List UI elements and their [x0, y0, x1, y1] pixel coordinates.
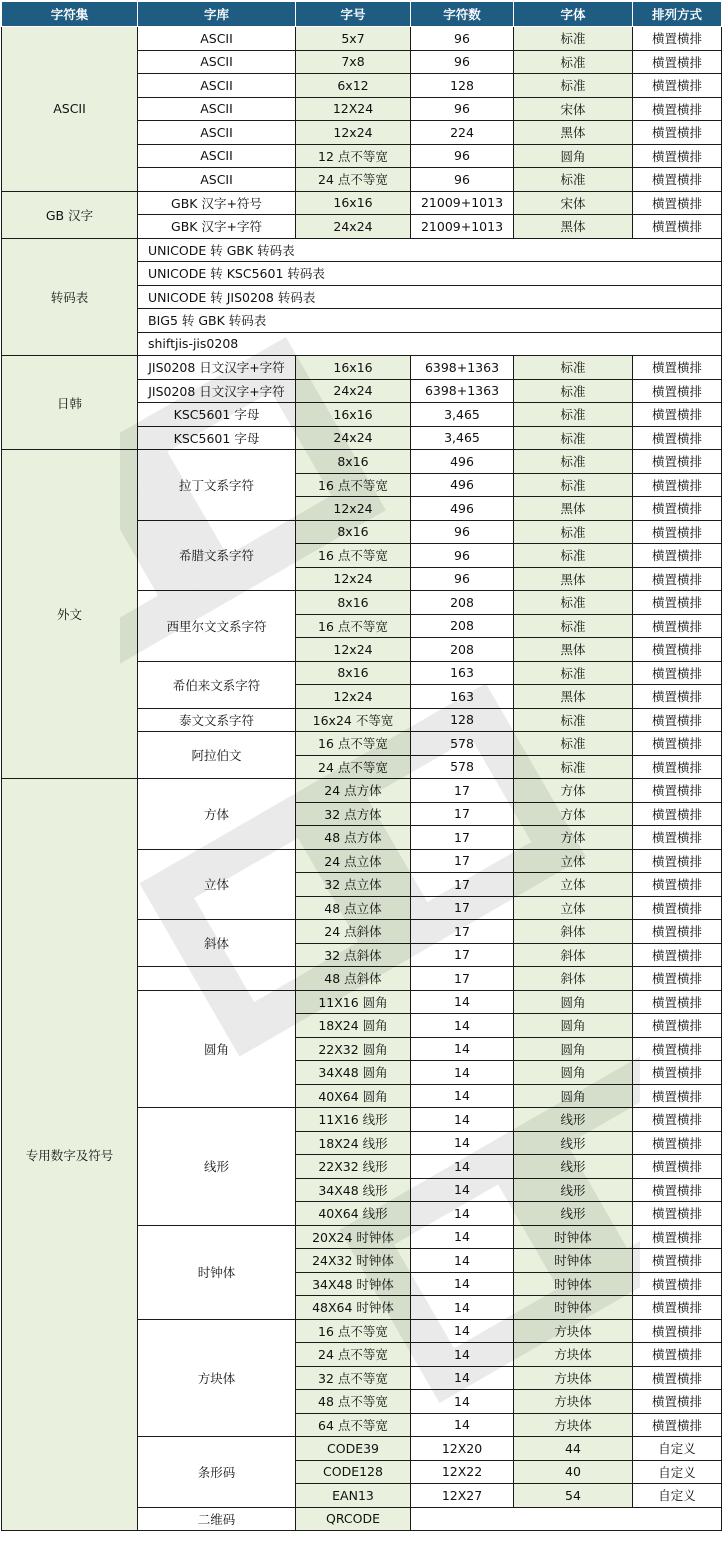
table-cell: 32 点斜体 — [296, 943, 411, 967]
table-cell: 方体 — [514, 779, 633, 803]
table-cell: 17 — [411, 849, 514, 873]
table-cell: 32 点立体 — [296, 873, 411, 897]
table-cell: 24 点不等宽 — [296, 168, 411, 192]
table-cell: 横置横排 — [633, 356, 722, 380]
table-cell: 34X48 线形 — [296, 1178, 411, 1202]
table-cell: 8x16 — [296, 591, 411, 615]
table-cell: JIS0208 日文汉字+字符 — [138, 356, 296, 380]
table-cell: 48 点斜体 — [296, 967, 411, 991]
table-cell: 208 — [411, 591, 514, 615]
table-cell: 自定义 — [633, 1460, 722, 1484]
table-cell: 横置横排 — [633, 779, 722, 803]
table-cell: 16x24 不等宽 — [296, 708, 411, 732]
table-cell: 线形 — [514, 1178, 633, 1202]
table-cell: 18X24 线形 — [296, 1131, 411, 1155]
table-cell: 方块体 — [514, 1390, 633, 1414]
table-cell: 横置横排 — [633, 27, 722, 51]
table-cell: 24 点斜体 — [296, 920, 411, 944]
table-cell: 泰文文系字符 — [138, 708, 296, 732]
table-cell: 横置横排 — [633, 567, 722, 591]
table-cell: 横置横排 — [633, 802, 722, 826]
table-cell: 自定义 — [633, 1437, 722, 1461]
table-cell: 时钟体 — [138, 1225, 296, 1319]
table-cell: 斜体 — [514, 943, 633, 967]
table-cell: 64 点不等宽 — [296, 1413, 411, 1437]
table-cell: CODE39 — [296, 1437, 411, 1461]
table-cell: 14 — [411, 1413, 514, 1437]
table-cell: 圆角 — [514, 1061, 633, 1085]
table-cell: ASCII — [2, 27, 138, 192]
table-cell: 12X27 — [411, 1484, 514, 1508]
table-cell: 96 — [411, 27, 514, 51]
table-cell: 横置横排 — [633, 426, 722, 450]
table-cell: 方块体 — [514, 1343, 633, 1367]
table-cell: 12x24 — [296, 121, 411, 145]
table-cell: 横置横排 — [633, 379, 722, 403]
table-cell: 横置横排 — [633, 1014, 722, 1038]
table-cell: 16x16 — [296, 191, 411, 215]
table-cell: 横置横排 — [633, 50, 722, 74]
table-cell: 14 — [411, 1272, 514, 1296]
table-cell: 黑体 — [514, 215, 633, 239]
table-cell: 线形 — [514, 1131, 633, 1155]
table-cell: 48 点不等宽 — [296, 1390, 411, 1414]
table-cell: UNICODE 转 GBK 转码表 — [138, 238, 722, 262]
table-cell: 17 — [411, 873, 514, 897]
font-library-table — [1, 1, 722, 1531]
table-cell: 时钟体 — [514, 1225, 633, 1249]
table-cell: 条形码 — [138, 1437, 296, 1508]
table-cell: 拉丁文系字符 — [138, 450, 296, 521]
table-cell: 标准 — [514, 356, 633, 380]
header-char-count: 字符数 — [411, 2, 514, 27]
table-cell: 二维码 — [138, 1507, 296, 1531]
table-cell: ASCII — [138, 27, 296, 51]
table-cell: 40X64 圆角 — [296, 1084, 411, 1108]
table-cell: 圆角 — [514, 1014, 633, 1038]
table-cell: 横置横排 — [633, 473, 722, 497]
table-cell: 24 点立体 — [296, 849, 411, 873]
table-cell: 40X64 线形 — [296, 1202, 411, 1226]
table-cell: 横置横排 — [633, 943, 722, 967]
table-cell: 54 — [514, 1484, 633, 1508]
table-cell: 17 — [411, 920, 514, 944]
table-cell: 17 — [411, 802, 514, 826]
table-cell: 21009+1013 — [411, 215, 514, 239]
table-cell: 96 — [411, 544, 514, 568]
table-cell: 8x16 — [296, 520, 411, 544]
table-cell: 横置横排 — [633, 403, 722, 427]
table-cell: 横置横排 — [633, 591, 722, 615]
header-font-size: 字号 — [296, 2, 411, 27]
table-cell: 标准 — [514, 403, 633, 427]
table-cell: 立体 — [514, 896, 633, 920]
table-cell: 96 — [411, 168, 514, 192]
table-cell: 14 — [411, 1108, 514, 1132]
table-cell: 208 — [411, 614, 514, 638]
table-cell: 24X32 时钟体 — [296, 1249, 411, 1273]
table-cell: 16 点不等宽 — [296, 473, 411, 497]
table-cell: 8x16 — [296, 661, 411, 685]
table-cell: 线形 — [138, 1108, 296, 1226]
table-cell: 48X64 时钟体 — [296, 1296, 411, 1320]
table-cell: ASCII — [138, 121, 296, 145]
table-cell: 横置横排 — [633, 520, 722, 544]
table-cell: 17 — [411, 826, 514, 850]
table-cell: 横置横排 — [633, 732, 722, 756]
table-cell: 34X48 时钟体 — [296, 1272, 411, 1296]
table-cell: 时钟体 — [514, 1249, 633, 1273]
table-cell: 横置横排 — [633, 497, 722, 521]
table-cell: 224 — [411, 121, 514, 145]
table-row — [2, 191, 722, 215]
table-cell: 黑体 — [514, 121, 633, 145]
table-cell: 128 — [411, 708, 514, 732]
table-cell: 线形 — [514, 1202, 633, 1226]
table-cell: 578 — [411, 732, 514, 756]
table-cell: 横置横排 — [633, 661, 722, 685]
table-cell: 32 点方体 — [296, 802, 411, 826]
table-cell: 标准 — [514, 450, 633, 474]
table-cell: 14 — [411, 1319, 514, 1343]
table-cell: 20X24 时钟体 — [296, 1225, 411, 1249]
table-cell: 横置横排 — [633, 74, 722, 98]
table-cell: 16 点不等宽 — [296, 614, 411, 638]
table-cell: 24x24 — [296, 215, 411, 239]
table-cell: 128 — [411, 74, 514, 98]
table-cell: 立体 — [514, 873, 633, 897]
table-cell: ASCII — [138, 74, 296, 98]
table-cell: 横置横排 — [633, 1037, 722, 1061]
table-cell — [138, 967, 296, 991]
table-cell: 方块体 — [514, 1319, 633, 1343]
table-cell: 标准 — [514, 379, 633, 403]
table-cell: 14 — [411, 1061, 514, 1085]
table-cell: 96 — [411, 97, 514, 121]
table-cell: 斜体 — [514, 920, 633, 944]
table-cell: 圆角 — [514, 1037, 633, 1061]
table-cell: 标准 — [514, 732, 633, 756]
table-cell: 12X20 — [411, 1437, 514, 1461]
table-body — [2, 27, 722, 1531]
table-cell: 44 — [514, 1437, 633, 1461]
table-cell: BIG5 转 GBK 转码表 — [138, 309, 722, 333]
table-cell: 24x24 — [296, 426, 411, 450]
table-cell: 横置横排 — [633, 1225, 722, 1249]
table-cell: 3,465 — [411, 403, 514, 427]
table-cell: 方体 — [138, 779, 296, 850]
table-cell: 横置横排 — [633, 168, 722, 192]
table-cell: 横置横排 — [633, 1343, 722, 1367]
table-cell: 横置横排 — [633, 685, 722, 709]
table-cell: 横置横排 — [633, 1155, 722, 1179]
table-cell: 14 — [411, 1037, 514, 1061]
table-cell: 14 — [411, 1225, 514, 1249]
table-cell: 标准 — [514, 661, 633, 685]
table-cell: 496 — [411, 473, 514, 497]
table-cell: 6398+1363 — [411, 379, 514, 403]
table-cell: 48 点方体 — [296, 826, 411, 850]
table-cell: 3,465 — [411, 426, 514, 450]
table-header-row — [2, 2, 722, 27]
table-cell: 14 — [411, 1296, 514, 1320]
table-cell: UNICODE 转 JIS0208 转码表 — [138, 285, 722, 309]
table-cell: 16 点不等宽 — [296, 1319, 411, 1343]
table-cell: 立体 — [514, 849, 633, 873]
table-cell: 40 — [514, 1460, 633, 1484]
table-cell: 圆角 — [514, 1084, 633, 1108]
table-cell: 208 — [411, 638, 514, 662]
table-cell: ASCII — [138, 97, 296, 121]
table-cell: 17 — [411, 896, 514, 920]
table-cell: EAN13 — [296, 1484, 411, 1508]
table-cell: 横置横排 — [633, 1178, 722, 1202]
table-cell: 17 — [411, 943, 514, 967]
table-cell: 11X16 线形 — [296, 1108, 411, 1132]
header-charset: 字符集 — [2, 2, 138, 27]
table-cell: 横置横排 — [633, 121, 722, 145]
table-cell: 14 — [411, 1202, 514, 1226]
table-cell: 方块体 — [514, 1413, 633, 1437]
table-cell: 希伯来文系字符 — [138, 661, 296, 708]
table-cell: 96 — [411, 567, 514, 591]
table-cell: 转码表 — [2, 238, 138, 356]
table-row — [2, 238, 722, 262]
table-cell: UNICODE 转 KSC5601 转码表 — [138, 262, 722, 286]
table-cell: 163 — [411, 661, 514, 685]
table-cell: 方块体 — [514, 1366, 633, 1390]
table-cell: 标准 — [514, 520, 633, 544]
header-font-library: 字库 — [138, 2, 296, 27]
table-cell: 横置横排 — [633, 144, 722, 168]
table-cell: 14 — [411, 1084, 514, 1108]
table-cell: 标准 — [514, 426, 633, 450]
table-cell: 标准 — [514, 614, 633, 638]
table-cell: 专用数字及符号 — [2, 779, 138, 1531]
table-cell: 22X32 圆角 — [296, 1037, 411, 1061]
table-cell: ASCII — [138, 50, 296, 74]
table-cell: 黑体 — [514, 567, 633, 591]
table-cell: 24 点不等宽 — [296, 755, 411, 779]
header-layout: 排列方式 — [633, 2, 722, 27]
table-cell: 12X22 — [411, 1460, 514, 1484]
table-cell: 方块体 — [138, 1319, 296, 1437]
table-cell: 自定义 — [633, 1484, 722, 1508]
table-cell: 48 点立体 — [296, 896, 411, 920]
table-cell: 横置横排 — [633, 1272, 722, 1296]
table-cell — [411, 1507, 722, 1531]
table-cell: 日韩 — [2, 356, 138, 450]
table-cell: 圆角 — [514, 990, 633, 1014]
table-cell: 横置横排 — [633, 1249, 722, 1273]
table-cell: 横置横排 — [633, 638, 722, 662]
table-cell: 12x24 — [296, 638, 411, 662]
table-cell: 线形 — [514, 1108, 633, 1132]
table-cell: 横置横排 — [633, 1366, 722, 1390]
table-cell: 14 — [411, 1131, 514, 1155]
table-cell: 横置横排 — [633, 990, 722, 1014]
table-cell: 横置横排 — [633, 544, 722, 568]
table-cell: 横置横排 — [633, 1131, 722, 1155]
table-cell: 14 — [411, 1366, 514, 1390]
table-cell: 14 — [411, 1178, 514, 1202]
table-cell: 方体 — [514, 826, 633, 850]
table-cell: 578 — [411, 755, 514, 779]
table-cell: 标准 — [514, 708, 633, 732]
table-cell: 标准 — [514, 755, 633, 779]
table-cell: 横置横排 — [633, 920, 722, 944]
table-cell: 黑体 — [514, 497, 633, 521]
header-typeface: 字体 — [514, 2, 633, 27]
table-cell: 22X32 线形 — [296, 1155, 411, 1179]
table-cell: GBK 汉字+字符 — [138, 215, 296, 239]
table-cell: 标准 — [514, 168, 633, 192]
table-cell: JIS0208 日文汉字+字符 — [138, 379, 296, 403]
table-cell: 黑体 — [514, 685, 633, 709]
table-cell: ASCII — [138, 144, 296, 168]
table-cell: 斜体 — [514, 967, 633, 991]
table-cell: 14 — [411, 1014, 514, 1038]
table-cell: 标准 — [514, 50, 633, 74]
table-cell: 横置横排 — [633, 1084, 722, 1108]
table-cell: 横置横排 — [633, 1390, 722, 1414]
table-cell: 横置横排 — [633, 1202, 722, 1226]
table-cell: 12X24 — [296, 97, 411, 121]
table-cell: 斜体 — [138, 920, 296, 967]
table-cell: 34X48 圆角 — [296, 1061, 411, 1085]
table-cell: 横置横排 — [633, 191, 722, 215]
table-cell: QRCODE — [296, 1507, 411, 1531]
table-cell: 6398+1363 — [411, 356, 514, 380]
table-cell: 14 — [411, 990, 514, 1014]
table-cell: 标准 — [514, 27, 633, 51]
table-cell: 立体 — [138, 849, 296, 920]
table-cell: 圆角 — [138, 990, 296, 1108]
table-cell: 96 — [411, 520, 514, 544]
table-cell: 163 — [411, 685, 514, 709]
table-cell: 12 点不等宽 — [296, 144, 411, 168]
table-cell: 21009+1013 — [411, 191, 514, 215]
table-cell: 标准 — [514, 591, 633, 615]
table-cell: 96 — [411, 50, 514, 74]
table-cell: 横置横排 — [633, 97, 722, 121]
table-cell: 希腊文系字符 — [138, 520, 296, 591]
table-cell: 时钟体 — [514, 1272, 633, 1296]
table-cell: 横置横排 — [633, 896, 722, 920]
table-cell: 横置横排 — [633, 215, 722, 239]
table-cell: 横置横排 — [633, 1296, 722, 1320]
table-cell: 横置横排 — [633, 1108, 722, 1132]
table-cell: CODE128 — [296, 1460, 411, 1484]
table-cell: 12x24 — [296, 497, 411, 521]
table-cell: 16x16 — [296, 356, 411, 380]
table-cell: 外文 — [2, 450, 138, 779]
table-cell: 6x12 — [296, 74, 411, 98]
table-cell: 横置横排 — [633, 1061, 722, 1085]
table-cell: 西里尔文文系字符 — [138, 591, 296, 662]
table-cell: ASCII — [138, 168, 296, 192]
table-cell: 11X16 圆角 — [296, 990, 411, 1014]
table-cell: 24 点方体 — [296, 779, 411, 803]
table-cell: 496 — [411, 450, 514, 474]
table-cell: 17 — [411, 779, 514, 803]
table-cell: 18X24 圆角 — [296, 1014, 411, 1038]
table-cell: 横置横排 — [633, 826, 722, 850]
table-cell: 黑体 — [514, 638, 633, 662]
table-cell: 16x16 — [296, 403, 411, 427]
table-cell: 17 — [411, 967, 514, 991]
table-cell: 阿拉伯文 — [138, 732, 296, 779]
table-cell: 横置横排 — [633, 614, 722, 638]
table-cell: 5x7 — [296, 27, 411, 51]
table-row — [2, 450, 722, 474]
table-cell: 24x24 — [296, 379, 411, 403]
table-cell: 横置横排 — [633, 849, 722, 873]
table-cell: 横置横排 — [633, 873, 722, 897]
table-cell: 横置横排 — [633, 1319, 722, 1343]
table-cell: 96 — [411, 144, 514, 168]
table-cell: 时钟体 — [514, 1296, 633, 1320]
table-cell: 8x16 — [296, 450, 411, 474]
table-cell: 宋体 — [514, 97, 633, 121]
table-cell: 横置横排 — [633, 450, 722, 474]
table-row — [2, 779, 722, 803]
table-cell: 横置横排 — [633, 1413, 722, 1437]
table-row — [2, 27, 722, 51]
table-cell: 圆角 — [514, 144, 633, 168]
table-cell: 7x8 — [296, 50, 411, 74]
table-cell: 14 — [411, 1155, 514, 1179]
table-cell: KSC5601 字母 — [138, 403, 296, 427]
table-cell: 标准 — [514, 473, 633, 497]
table-cell: GB 汉字 — [2, 191, 138, 238]
table-cell: 线形 — [514, 1155, 633, 1179]
table-cell: 32 点不等宽 — [296, 1366, 411, 1390]
table-cell: 16 点不等宽 — [296, 732, 411, 756]
table-cell: 24 点不等宽 — [296, 1343, 411, 1367]
table-cell: 14 — [411, 1249, 514, 1273]
table-cell: GBK 汉字+符号 — [138, 191, 296, 215]
table-cell: shiftjis-jis0208 — [138, 332, 722, 356]
table-cell: 496 — [411, 497, 514, 521]
table-row — [2, 356, 722, 380]
table-cell: 横置横排 — [633, 708, 722, 732]
table-cell: 方体 — [514, 802, 633, 826]
table-cell: 横置横排 — [633, 967, 722, 991]
table-cell: KSC5601 字母 — [138, 426, 296, 450]
table-cell: 14 — [411, 1390, 514, 1414]
table-cell: 标准 — [514, 544, 633, 568]
table-cell: 标准 — [514, 74, 633, 98]
table-cell: 16 点不等宽 — [296, 544, 411, 568]
table-cell: 宋体 — [514, 191, 633, 215]
table-cell: 12x24 — [296, 685, 411, 709]
table-cell: 横置横排 — [633, 755, 722, 779]
table-cell: 12x24 — [296, 567, 411, 591]
table-cell: 14 — [411, 1343, 514, 1367]
